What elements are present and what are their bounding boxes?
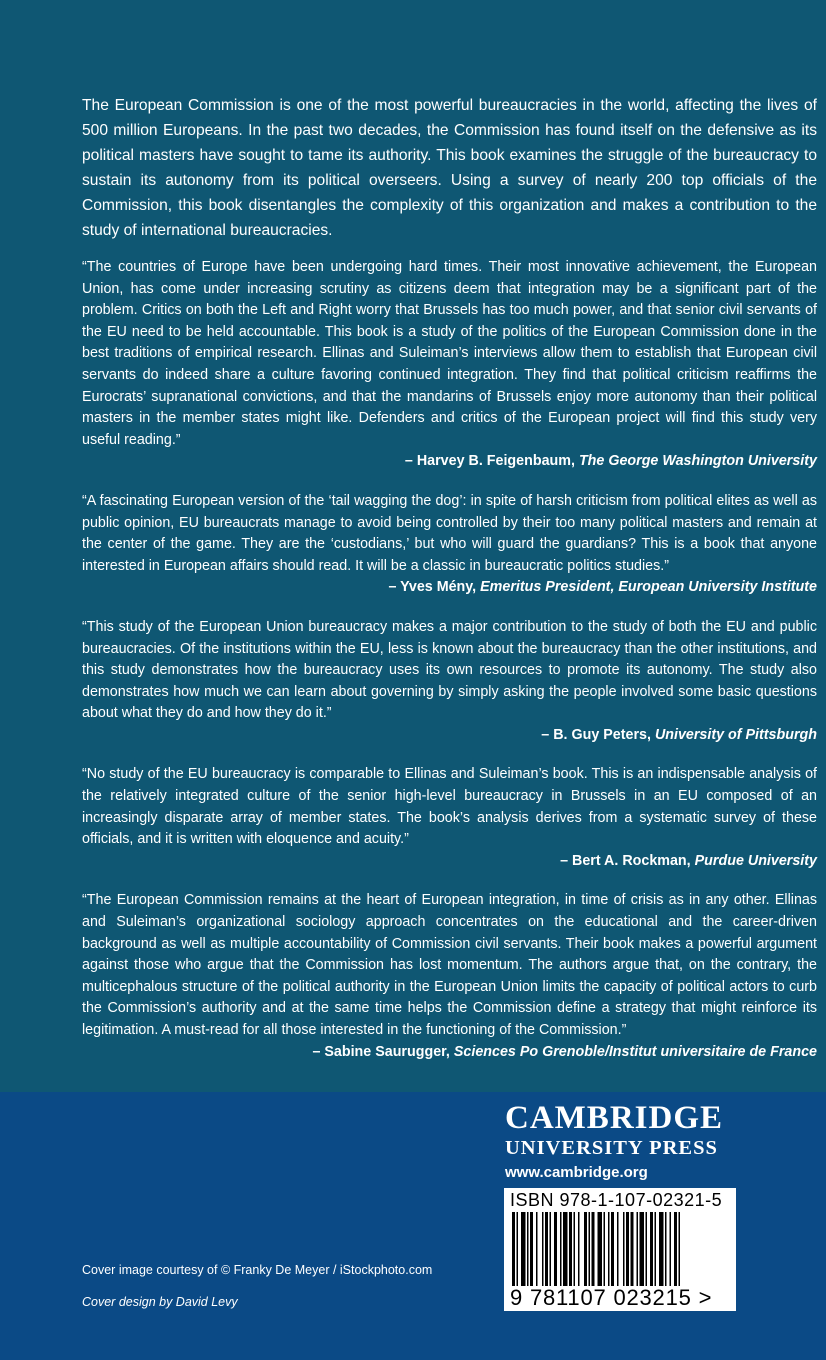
barcode-bar	[542, 1212, 544, 1286]
endorser-affiliation: University of Pittsburgh	[654, 726, 817, 743]
endorsement-attribution	[82, 851, 817, 873]
barcode-bar	[512, 1212, 515, 1286]
barcode-bar	[631, 1212, 634, 1286]
isbn-label: ISBN 978-1-107-02321-5	[510, 1190, 723, 1210]
endorser-name: – Sabine Saurugger,	[312, 1043, 450, 1060]
barcode-bar	[650, 1212, 653, 1286]
isbn-barcode	[504, 1188, 736, 1311]
barcode-bars	[512, 1212, 728, 1286]
barcode-bar	[521, 1212, 526, 1286]
endorsement	[82, 890, 817, 1063]
book-description: The European Commission is one of the most powerful bureaucracies in the world, affecting the lives of 500 million Europeans. In the past two decades, the Commission has found itself on the defensive as its political masters have sought to tame its authority. This book examines the struggle of the bureaucracy to sustain its autonomy from its political overseers. Using a survey of nearly 200 top officials of the Commission, this book disentangles the complexity of this organization and makes a contribution to the study of international bureaucracies.	[82, 97, 817, 239]
barcode-bar	[569, 1212, 572, 1286]
endorsement-text: “A fascinating European version of the ‘tail wagging the dog’: in spite of harsh criticism from political elites as well as public opinion, EU bureaucrats manage to avoid being controlled by their too many political masters and remain at the center of the game. They are the ‘custodians,’ but who will guard the guardians? This is a book that anyone interested in European affairs should read. It will be a classic in bureaucratic politics studies.”	[82, 492, 817, 574]
cover-credits	[82, 1263, 432, 1309]
endorsement-attribution	[82, 1042, 817, 1064]
endorsement	[82, 257, 817, 473]
endorsement-text: “The European Commission remains at the heart of European integration, in time of crisis as in any other. Ellinas and Suleiman’s organizational sociology approach concentrates on the educational and the career-driven background as well as multiple accountability of Commission civil servants. Their book makes a powerful argument against those who argue that the Commission has lost momentum. The authors argue that, on the contrary, the multicephalous structure of the political authority in the European Union limits the capacity of political actors to curb the Commission’s authority and at the same time helps the Commission define a strategy that might reinforce its legitimation. A must-read for all those interested in the functioning of the Commission.”	[82, 892, 817, 1038]
barcode-digits: 9 781107 023215 >	[510, 1285, 713, 1310]
barcode-bar	[623, 1212, 625, 1286]
design-credit: Cover design by David Levy	[82, 1295, 238, 1309]
barcode-bar	[574, 1212, 576, 1286]
endorser-affiliation: Emeritus President, European University Institute	[480, 579, 817, 596]
barcode-bar	[545, 1212, 548, 1286]
barcode-bar	[646, 1212, 648, 1286]
barcode-bar	[670, 1212, 672, 1286]
barcode-bar	[617, 1212, 619, 1286]
endorsement-text: “This study of the European Union bureaucracy makes a major contribution to the study of both the EU and public bureaucracies. Of the institutions within the EU, less is known about the bureaucracy than the other institutions, and this study demonstrates how the bureaucracy uses its own resources to promote its autonomy. The study also demonstrates how much we can learn about governing by simply asking the people involved some basic questions about what they do and how they do it.”	[82, 618, 817, 722]
endorsement-attribution	[82, 577, 817, 599]
endorser-affiliation: The George Washington University	[578, 453, 817, 470]
barcode-bar	[536, 1212, 538, 1286]
image-credit: Cover image courtesy of © Franky De Meyer / iStockphoto.com	[82, 1263, 433, 1277]
barcode-bar	[604, 1212, 606, 1286]
endorsement-attribution	[82, 451, 817, 473]
publisher-logo	[505, 1100, 723, 1181]
barcode-bar	[637, 1212, 639, 1286]
endorser-name: – Harvey B. Feigenbaum,	[404, 453, 575, 470]
barcode-bar	[655, 1212, 657, 1286]
barcode-bar	[517, 1212, 519, 1286]
endorsement-text: “No study of the EU bureaucracy is comparable to Ellinas and Suleiman’s book. This is an indispensable analysis of the relatively integrated culture of the senior high-level bureaucracy in Brussels in an EU composed of an increasingly disparate array of member states. The book’s analysis derives from a systematic survey of these officials, and it is written with eloquence and acuity.”	[82, 766, 817, 848]
publisher-press: UNIVERSITY PRESS	[505, 1137, 718, 1159]
barcode-bar	[550, 1212, 552, 1286]
barcode-bar	[679, 1212, 681, 1286]
endorsement	[82, 491, 817, 599]
barcode-bar	[608, 1212, 610, 1286]
endorsement-text: “The countries of Europe have been undergoing hard times. Their most innovative achievement, the European Union, has come under increasing scrutiny as citizens deem that integration may be a significant part of the problem. Critics on both the Left and Right worry that Brussels has too much power, and that senior civil servants of the EU need to be held accountable. This book is a study of the politics of the European Commission done in the best traditions of empirical research. Ellinas and Suleiman’s interviews allow them to establish that European civil servants do indeed share a culture favoring continued integration. They find that political criticism reaffirms the Eurocrats’ supranational convictions, and that the mandarins of Brussels enjoy more autonomy than their political masters in the member states might like. Defenders and critics of the European project will find this study very useful reading.”	[82, 259, 817, 448]
endorsement	[82, 617, 817, 747]
barcode-bar	[611, 1212, 614, 1286]
barcode-bar	[527, 1212, 529, 1286]
barcode-bar	[554, 1212, 557, 1286]
barcode-bar	[560, 1212, 562, 1286]
endorser-name: – Yves Mény,	[388, 579, 477, 596]
barcode-bar	[665, 1212, 667, 1286]
barcode-bar	[659, 1212, 664, 1286]
endorsements	[82, 257, 817, 1081]
endorser-name: – Bert A. Rockman,	[560, 852, 691, 869]
barcode-bar	[584, 1212, 587, 1286]
barcode-bar	[578, 1212, 580, 1286]
barcode-bar	[589, 1212, 591, 1286]
endorser-affiliation: Sciences Po Grenoble/Institut universitaire de France	[453, 1043, 817, 1060]
publisher-url: www.cambridge.org	[505, 1164, 648, 1181]
barcode-bar	[563, 1212, 568, 1286]
barcode-bar	[640, 1212, 645, 1286]
barcode-bar	[626, 1212, 629, 1286]
barcode-bar	[598, 1212, 603, 1286]
barcode-bar	[530, 1212, 533, 1286]
endorsement-attribution	[82, 725, 817, 747]
endorser-name: – B. Guy Peters,	[541, 726, 651, 743]
publisher-name: CAMBRIDGE	[505, 1100, 724, 1136]
endorsement	[82, 764, 817, 872]
barcode-bar	[592, 1212, 595, 1286]
barcode-bar	[674, 1212, 677, 1286]
endorser-affiliation: Purdue University	[694, 852, 817, 869]
